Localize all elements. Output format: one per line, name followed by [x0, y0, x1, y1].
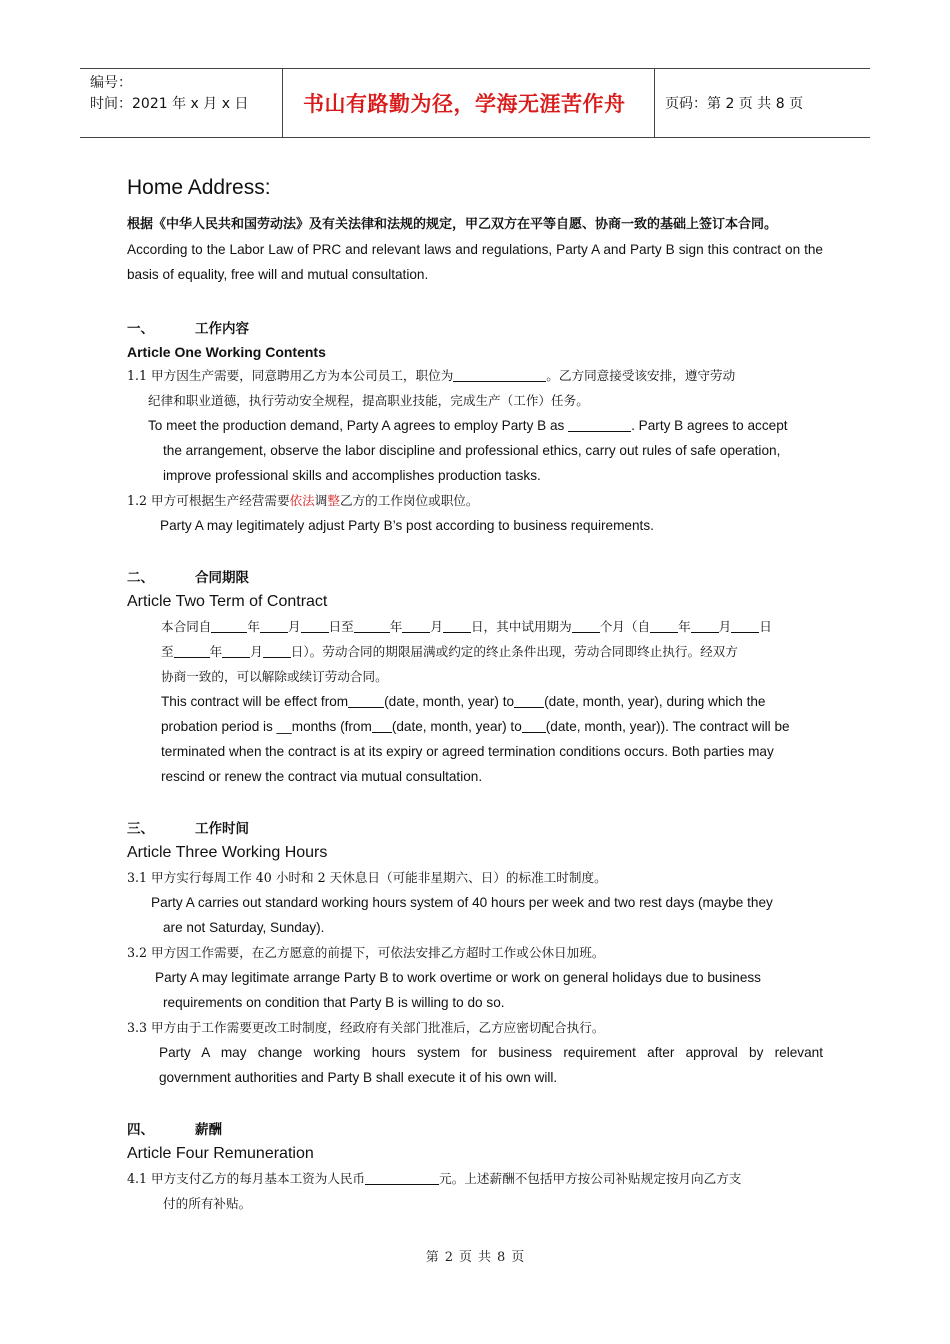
article-3-chinese-title: 工作时间 — [195, 821, 249, 837]
article-2-chinese-heading — [127, 566, 823, 590]
footer-ye: 页 — [458, 1250, 472, 1265]
term-chinese-line-2 — [127, 639, 823, 664]
clause-3-2-english-cont: requirements on condition that Party B is willing to do so. — [163, 995, 505, 1010]
blank-line — [514, 693, 544, 708]
clause-1-2-english: Party A may legitimately adjust Party B’s post according to business requirements. — [160, 518, 654, 533]
term-english-line-1 — [127, 689, 823, 714]
clause-3-3-chinese: 3.3 甲方由于工作需要更改工时制度，经政府有关部门批准后，乙方应密切配合执行。 — [127, 1020, 605, 1035]
blank-line — [260, 618, 288, 633]
blank-line — [572, 618, 600, 633]
clause-3-3-english: Party A may change working hours system for business requirement after approval by relevant — [159, 1045, 823, 1060]
term-english-line-2 — [127, 714, 823, 739]
clause-3-1-chinese: 3.1 甲方实行每周工作 40 小时和 2 天休息日（可能非星期六、日）的标准工时制度。 — [127, 870, 607, 885]
home-address-heading: Home Address: — [127, 176, 271, 199]
clause-4-1-chinese — [127, 1166, 823, 1191]
blank-line — [222, 643, 250, 658]
footer-page-number: 2 — [444, 1250, 453, 1265]
page-footer — [0, 1246, 950, 1265]
article-2-number: 二、 — [127, 570, 154, 586]
clause-1-1-chinese — [127, 363, 823, 388]
clause-text: 日 — [759, 619, 772, 634]
blank-line — [365, 1170, 439, 1185]
clause-text: (date, month, year) to — [391, 719, 522, 734]
clause-text: (date, month, year) to — [384, 694, 515, 709]
clause-text: This contract will be effect from — [161, 694, 349, 709]
clause-1-1-english-cont: the arrangement, observe the labor discipline and professional ethics, carry out rules of safe operation, — [163, 443, 781, 458]
article-4-english-title: Article Four Remuneration — [127, 1145, 314, 1162]
article-1-english-title: Article One Working Contents — [127, 344, 326, 360]
clause-text: 个月（自 — [599, 619, 651, 634]
clause-text: 。乙方同意接受该安排，遵守劳动 — [546, 368, 736, 383]
blank-line — [522, 718, 546, 733]
clause-1-2-chinese — [127, 488, 823, 513]
clause-text: 日，其中试用期为 — [470, 619, 572, 634]
clause-1-1-english — [127, 413, 823, 438]
clause-text: 元。上述薪酬不包括甲方按公司补贴规定按月向乙方支 — [439, 1171, 742, 1186]
revision-mark: 整 — [327, 493, 340, 508]
article-3-number: 三、 — [127, 821, 154, 837]
clause-text: 月 — [430, 619, 443, 634]
article-4-chinese-title: 薪酬 — [195, 1122, 222, 1138]
footer-ye2: 页 — [511, 1250, 525, 1265]
preamble-english: According to the Labor Law of PRC and relevant laws and regulations, Party A and Party B sign this contract on the basis of equality, free will and mutual consultation. — [127, 242, 823, 282]
clause-text: 1.2 甲方可根据生产经营需要 — [127, 493, 290, 508]
document-body — [127, 176, 823, 1216]
clause-1-1-english-cont2: improve professional skills and accomplishes production tasks. — [163, 468, 541, 483]
article-4-chinese-heading — [127, 1118, 823, 1142]
article-1-chinese-title: 工作内容 — [195, 321, 249, 337]
clause-4-1-chinese-cont: 付的所有补贴。 — [163, 1196, 252, 1211]
clause-text: 月 — [718, 619, 732, 634]
blank-line — [372, 718, 392, 733]
term-chinese-line-3: 协商一致的，可以解除或续订劳动合同。 — [161, 669, 388, 684]
blank-line — [301, 618, 329, 633]
blank-line — [402, 618, 430, 633]
header-left — [80, 69, 282, 137]
clause-3-1-english: Party A carries out standard working hours system of 40 hours per week and two rest days (maybe they — [151, 895, 773, 910]
clause-text: 至 — [161, 644, 174, 659]
clause-text: 年 — [389, 619, 403, 634]
term-chinese-line-1 — [127, 614, 823, 639]
blank-line — [211, 618, 247, 633]
clause-3-2-chinese: 3.2 甲方因工作需要，在乙方愿意的前提下，可依法安排乙方超时工作或公休日加班。 — [127, 945, 605, 960]
clause-3-1-english-cont: are not Saturday, Sunday). — [163, 920, 325, 935]
clause-text: (date, month, year)). The contract will be — [545, 719, 790, 734]
serial-number-label: 编号： — [90, 75, 132, 91]
blank-line — [731, 618, 759, 633]
article-3-english-title: Article Three Working Hours — [127, 844, 328, 861]
date-label: 时间：2021 年 x 月 x 日 — [90, 96, 249, 112]
header-page-number: 页码：第 2 页 共 8 页 — [665, 96, 804, 112]
revision-mark: 依法 — [289, 493, 315, 508]
clause-text: 4.1 甲方支付乙方的每月基本工资为人民币 — [127, 1171, 366, 1186]
clause-3-3-english-cont: government authorities and Party B shall execute it of his own will. — [159, 1070, 558, 1085]
page-header — [80, 68, 870, 138]
article-2-english-title: Article Two Term of Contract — [127, 593, 328, 610]
clause-text: 乙方的工作岗位或职位。 — [339, 493, 479, 508]
blank-line — [650, 618, 678, 633]
blank-line — [453, 367, 546, 382]
article-4-number: 四、 — [127, 1122, 154, 1138]
article-1-number: 一、 — [127, 321, 154, 337]
clause-text: (date, month, year), during which the — [544, 694, 766, 709]
clause-text: To meet the production demand, Party A agrees to employ Party B as — [148, 418, 569, 433]
clause-text: probation period is __months (from — [161, 719, 372, 734]
clause-text: 年 — [247, 619, 260, 634]
clause-text: 日）。劳动合同的期限届满或约定的终止条件出现，劳动合同即终止执行。经双方 — [290, 644, 738, 659]
footer-gong: 共 — [478, 1250, 492, 1265]
blank-line — [443, 618, 471, 633]
clause-text: 本合同自 — [161, 619, 212, 634]
blank-line — [691, 618, 719, 633]
clause-3-2-english: Party A may legitimate arrange Party B to work overtime or work on general holidays due to business — [155, 970, 761, 985]
clause-text: 月 — [250, 644, 263, 659]
term-english-line-4: rescind or renew the contract via mutual consultation. — [161, 769, 483, 784]
clause-text: 日至 — [328, 619, 354, 634]
clause-text: 年 — [209, 644, 223, 659]
blank-line — [354, 618, 390, 633]
clause-1-1-chinese-cont: 纪律和职业道德，执行劳动安全规程，提高职业技能，完成生产（工作）任务。 — [148, 393, 589, 408]
clause-text: 1.1 甲方因生产需要，同意聘用乙方为本公司员工，职位为 — [127, 368, 454, 383]
clause-text: 月 — [287, 619, 301, 634]
footer-total-pages: 8 — [497, 1250, 506, 1265]
term-english-line-3: terminated when the contract is at its expiry or agreed termination conditions occurs. Both parties may — [161, 744, 774, 759]
footer-di: 第 — [425, 1250, 439, 1265]
clause-text: . Party B agrees to accept — [631, 418, 788, 433]
blank-line — [348, 693, 384, 708]
preamble-chinese: 根据《中华人民共和国劳动法》及有关法律和法规的规定，甲乙双方在平等自愿、协商一致的基础上签订本合同。 — [127, 217, 778, 232]
article-3-chinese-heading — [127, 817, 823, 841]
clause-text: 年 — [678, 619, 691, 634]
header-motto: 书山有路勤为径，学海无涯苦作舟 — [282, 69, 655, 137]
blank-line — [174, 643, 210, 658]
blank-line — [568, 417, 631, 432]
clause-text: 调 — [314, 493, 328, 508]
article-1-chinese-heading — [127, 317, 823, 341]
blank-line — [263, 643, 291, 658]
article-2-chinese-title: 合同期限 — [195, 570, 249, 586]
